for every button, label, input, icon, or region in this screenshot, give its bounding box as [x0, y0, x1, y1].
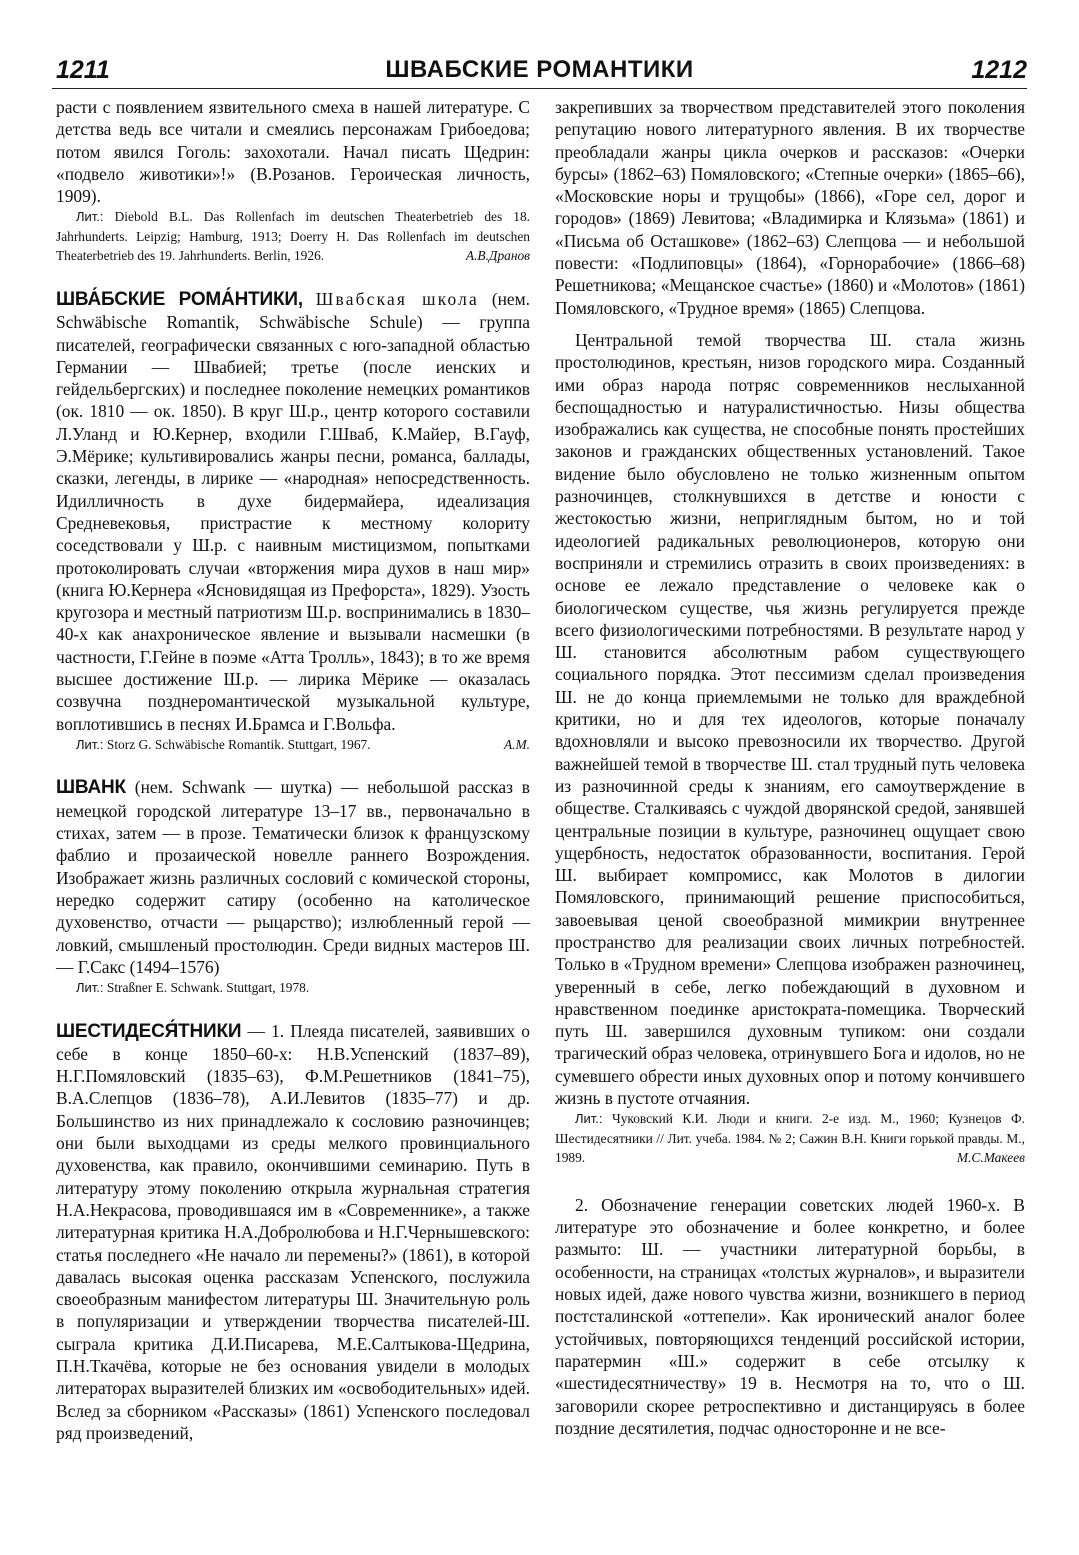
entry-body: (нем. Schwank — шутка) — небольшой рассказ в немецкой городской литературе 13–17 вв., первоначально в стихах, затем — в прозе. Тематически близок к французскому фаблио и прозаической новелле раннего Возрождения. Изображает жизнь различных сословий с комической стороны, нередко содержит сатиру (особенно на католическое духовенство, отчасти — рыцарство); излюбленный герой — ловкий, смышленый простолюдин. Среди видных мастеров Ш. — Г.Сакс (1494–1576)	[56, 777, 530, 977]
bibliography-3	[56, 978, 530, 998]
article-author: А.М.	[503, 736, 530, 752]
entry-body: (нем. Schwäbische Romantik, Schwäbische Schule) — группа писателей, географически связанных с юго-западной областью Германии — Швабией; третье (после иенских и гейдельбергских) и последнее поколение немецких романтиков (ок. 1810 — ок. 1850). В круг Ш.р., центр которого составили Л.Уланд и Ю.Кернер, входили Г.Шваб, К.Майер, В.Гауф, Э.Мёрике; культивировались жанры песни, романса, баллады, сказки, легенды, в лирике — «народная» непосредственность. Идилличность в духе бидермайера, идеализация Средневековья, пристрастие к местному колориту соседствовали у Ш.р. с наивным мистицизмом, попытками протоколировать случаи «вторжения мира духов в наш мир» (книга Ю.Кернера «Ясновидящая из Префорста», 1829). Узость кругозора и местный патриотизм Ш.р. воспринимались в 1830–40-х как анахроническое явление и вызывали насмешки (в частности, Г.Гейне в поэме «Атта Тролль», 1843); в то же время высшее достижение Ш.р. — лирика Мёрике — оказалась созвучна позднеромантической музыкальной культуре, воплотившись в песнях И.Брамса и Г.Вольфа.	[56, 288, 530, 734]
right-column	[555, 96, 1025, 1439]
article-author: А.В.Дранов	[465, 248, 530, 264]
bibliography-label: Лит.:	[575, 1111, 603, 1127]
bibliography-2	[56, 735, 530, 755]
bibliography-label: Лит.:	[76, 736, 104, 752]
entry-alt-name: Швабская школа	[315, 288, 479, 309]
page-number-right: 1212	[971, 56, 1027, 84]
paragraph-central-theme: Центральной темой творчества Ш. стала жизнь простолюдинов, крестьян, низов городского мира. Созданный ими образ народа потряс современников неслыханной беспощадностью и натуралистичностью. Низы общества изображались как существа, не способные понять простейших законов и гражданских общественных установлений. Такое видение было обусловлено не только жизненным опытом разночинцев, столкнувшихся в детстве и юности с жестокостью жизни, неприглядным бытом, но и той идеологией радикальных революционеров, которую они восприняли и стремились отразить в своих произведениях: в основе ее лежало представление о человеке как о биологическом существе, чья жизнь регулируется прежде всего физиологическими потребностями. В результате народ у Ш. становится абсолютным рабом существующего социального порядка. Этот пессимизм сделал произведения Ш. не до конца приемлемыми не только для враждебной критики, но и для тех идеологов, которые поначалу вдохновляли и высоко превозносили их творчество. Другой важнейшей темой в творчестве Ш. стал трудный путь человека из разночинной среды к знаниям, его самоутверждение в обществе. Сталкиваясь с чуждой дворянской средой, занявшей центральные позиции в культуре, разночинец ощущает свою ущербность, недостаток образованности, воспитания. Герой Ш. выбирает компромисс, как Молотов в дилогии Помяловского, принимающий решение приспособиться, завоевывая ценой своеобразной мимикрии внутреннее пространство для реализации своих личных потребностей. Только в «Трудном времени» Слепцова изображен разночинец, уверенный в себе, легко побеждающий в духовном и нравственном поединке аристократа-помещика. Творческий путь Ш. завершился духовным тупиком: они создали трагический образ человека, отринувшего Бога и идолов, но не сумевшего обрести иных духовных опор и потому кончившего жизнь в пустоте отчаяния.	[555, 329, 1025, 1109]
paragraph-second-meaning: 2. Обозначение генерации советских людей 1960-х. В литературе это обозначение и более конкретно, и более размыто: Ш. — участники литературной борьбы, в особенности, на страницах «толстых журналов», и выразители новых идей, даже нового чувства жизни, возникшего в период постсталинской «оттепели». Как иронический аналог более устойчивых, повторяющихся тенденций российской истории, паратермин «Ш.» содержит в себе отсылку к «шестидесятничеству» 19 в. Несмотря на то, что о Ш. заговорили скорее ретроспективно и дистанцируясь в более поздние десятилетия, подчас односторонне и не все-	[555, 1194, 1025, 1438]
running-title: ШВАБСКИЕ РОМАНТИКИ	[385, 56, 694, 83]
entry-headword: ШВА́БСКИЕ РОМА́НТИКИ,	[56, 288, 303, 310]
entry-schwank	[56, 776, 530, 978]
bibliography-text: Diebold B.L. Das Rollenfach im deutschen Theaterbetrieb des 18. Jahrhunderts. Leipzig; Hamburg, 1913; Doerry H. Das Rollenfach im deutschen Theaterbetrieb des 19. Jahrhunderts. Berlin, 1926.	[56, 209, 530, 264]
page-header	[0, 50, 1079, 90]
bibliography-text: Straßner E. Schwank. Stuttgart, 1978.	[106, 980, 310, 996]
left-column	[56, 96, 530, 1444]
paragraph-genres: закрепивших за творчеством представителей этого поколения репутацию нового литературного явления. В их творчестве преобладали жанры цикла очерков и рассказов: «Очерки бурсы» (1862–63) Помяловского; «Степные очерки» (1865–66), «Московские норы и трущобы» (1866), «Горе сел, дорог и городов» (1869) Левитова; «Владимирка и Клязьма» (1861) и «Письма об Осташкове» (1862–63) Слепцова — и небольшой повести: «Подлиповцы» (1864), «Горнорабочие» (1866–68) Решетникова; «Мещанское счастье» (1860) и «Молотов» (1861) Помяловского, «Трудное время» (1865) Слепцова.	[555, 97, 1025, 318]
header-rule	[52, 88, 1027, 89]
entry-headword: ШВАНК	[56, 777, 126, 799]
bibliography-text: Storz G. Schwäbische Romantik. Stuttgart, 1967.	[106, 736, 371, 752]
article-author: М.С.Макеев	[956, 1150, 1025, 1166]
entry-sixtiers	[56, 1020, 530, 1445]
entry-schwabian-romantics	[56, 288, 530, 735]
bibliography-1	[56, 207, 530, 266]
bibliography-text: Чуковский К.И. Люди и книги. 2-е изд. М., 1960; Кузнецов Ф. Шестидесятники // Лит. учеба. 1984. № 2; Сажин В.Н. Книги горькой правды. М., 1989.	[555, 1111, 1025, 1166]
bibliography-label: Лит.:	[76, 980, 104, 996]
continued-paragraph: расти с появлением язвительного смеха в нашей литературе. С детства ведь все читали и смеялись персонажам Грибоедова; потом явился Гоголь: захохотали. Начал писать Щедрин: «подвело животики»!» (В.Розанов. Героическая личность, 1909).	[56, 97, 530, 207]
entry-body: — 1. Плеяда писателей, заявивших о себе в конце 1850–60-х: Н.В.Успенский (1837–89), Н.Г.Помяловский (1835–63), Ф.М.Решетников (1841–75), В.А.Слепцов (1836–78), А.И.Левитов (1835–77) и др. Большинство из них принадлежало к сословию разночинцев; они были выходцами из среды мелкого провинциального духовенства, как правило, окончившими семинарию. Путь в литературу этому поколению открыла журнальная стратегия Н.А.Некрасова, проводившаяся им в «Современнике», а также литературная критика Н.А.Добролюбова и Н.Г.Чернышевского: статья последнего «Не начало ли перемены?» (1861), в которой давалась высокая оценка рассказам Успенского, послужила своеобразным манифестом литературы Ш. Значительную роль в популяризации и утверждении творчества писателей-Ш. сыграла критика Д.И.Писарева, М.Е.Салтыкова-Щедрина, П.Н.Ткачёва, которые не без основания увидели в молодых литераторах выразителей близких им «освободительных» идей. Вслед за сборником «Рассказы» (1861) Успенского последовал ряд произведений,	[56, 1020, 530, 1443]
page-number-left: 1211	[56, 56, 110, 84]
entry-headword: ШЕСТИДЕСЯ́ТНИКИ	[56, 1020, 242, 1042]
bibliography-4	[555, 1109, 1025, 1168]
bibliography-label: Лит.:	[76, 209, 104, 225]
